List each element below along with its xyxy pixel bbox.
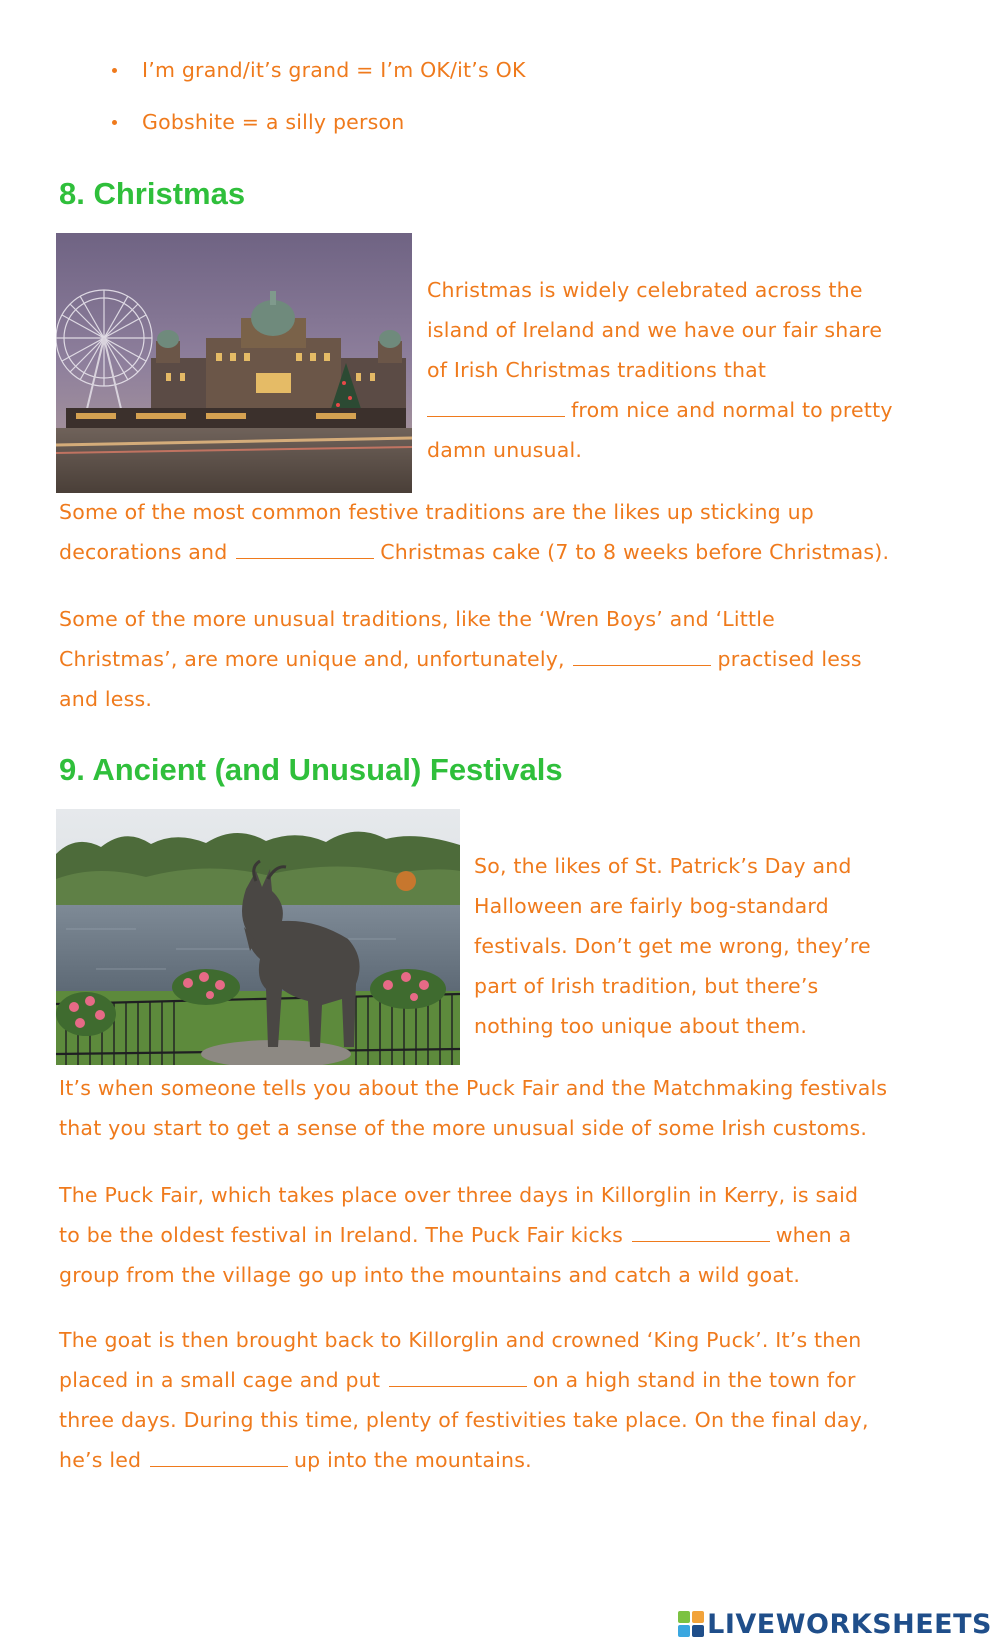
text-line (59, 532, 949, 572)
text-fragment: he’s led (59, 1448, 142, 1472)
text-line (59, 639, 949, 679)
christmas-paragraph-1 (59, 492, 949, 572)
festivals-intro-text (474, 846, 954, 1046)
text-fragment: to be the oldest festival in Ireland. The Puck Fair kicks (59, 1223, 623, 1247)
text-line: So, the likes of St. Patrick’s Day and (474, 854, 852, 878)
text-line: damn unusual. (427, 438, 583, 462)
text-line: Some of the more unusual traditions, like the ‘Wren Boys’ and ‘Little (59, 607, 775, 631)
text-line: of Irish Christmas traditions that (427, 358, 767, 382)
text-fragment: up into the mountains. (293, 1448, 532, 1472)
section-heading-christmas: 8. Christmas (59, 176, 246, 211)
list-item (110, 104, 526, 156)
text-line: part of Irish tradition, but there’s (474, 974, 819, 998)
text-fragment: on a high stand in the town for (532, 1368, 856, 1392)
text-line: group from the village go up into the mountains and catch a wild goat. (59, 1263, 801, 1287)
text-fragment: placed in a small cage and put (59, 1368, 381, 1392)
text-fragment: decorations and (59, 540, 228, 564)
text-line (427, 390, 957, 430)
fill-in-blank[interactable] (573, 645, 711, 666)
text-fragment: when a (775, 1223, 852, 1247)
text-fragment: from nice and normal to pretty (571, 398, 893, 422)
text-line: Some of the most common festive traditions are the likes up sticking up (59, 500, 815, 524)
text-line: The Puck Fair, which takes place over three days in Killorglin in Kerry, is said (59, 1183, 859, 1207)
liveworksheets-logo (678, 1609, 992, 1639)
text-line: and less. (59, 687, 153, 711)
list-item-text: I’m grand/it’s grand = I’m OK/it’s OK (142, 58, 526, 82)
text-fragment: Christmas’, are more unique and, unfortunately, (59, 647, 565, 671)
fill-in-blank[interactable] (236, 538, 374, 559)
text-line: island of Ireland and we have our fair share (427, 318, 883, 342)
festivals-paragraph-3 (59, 1320, 949, 1480)
text-line (59, 1360, 949, 1400)
text-line: The goat is then brought back to Killorglin and crowned ‘King Puck’. It’s then (59, 1328, 862, 1352)
section-heading-festivals: 9. Ancient (and Unusual) Festivals (59, 752, 563, 787)
fill-in-blank[interactable] (389, 1366, 527, 1387)
festivals-photo (56, 809, 460, 1065)
text-line: Halloween are fairly bog-standard (474, 894, 829, 918)
festivals-paragraph-1 (59, 1068, 949, 1148)
text-line: three days. During this time, plenty of festivities take place. On the final day, (59, 1408, 869, 1432)
christmas-intro-text (427, 270, 957, 470)
christmas-paragraph-2 (59, 599, 949, 719)
bullet-dot-icon (112, 68, 117, 73)
list-item-text: Gobshite = a silly person (142, 110, 405, 134)
fill-in-blank[interactable] (632, 1221, 770, 1242)
text-line (59, 1215, 949, 1255)
bullet-dot-icon (112, 120, 117, 125)
text-line: Christmas is widely celebrated across the (427, 278, 863, 302)
logo-text: LIVEWORKSHEETS (707, 1608, 992, 1640)
list-item (110, 52, 526, 104)
fill-in-blank[interactable] (150, 1446, 288, 1467)
belfast-city-hall-image (56, 233, 412, 493)
text-line: festivals. Don’t get me wrong, they’re (474, 934, 871, 958)
text-fragment: practised less (717, 647, 862, 671)
text-line: nothing too unique about them. (474, 1014, 808, 1038)
text-fragment: Christmas cake (7 to 8 weeks before Christmas). (380, 540, 890, 564)
liveworksheets-logo-icon (678, 1611, 704, 1637)
christmas-photo (56, 233, 412, 493)
text-line: that you start to get a sense of the more unusual side of some Irish customs. (59, 1116, 868, 1140)
fill-in-blank[interactable] (427, 396, 565, 417)
text-line (59, 1440, 949, 1480)
king-puck-statue-image (56, 809, 460, 1065)
slang-bullet-list (110, 52, 526, 156)
festivals-paragraph-2 (59, 1175, 949, 1295)
text-line: It’s when someone tells you about the Puck Fair and the Matchmaking festivals (59, 1076, 888, 1100)
